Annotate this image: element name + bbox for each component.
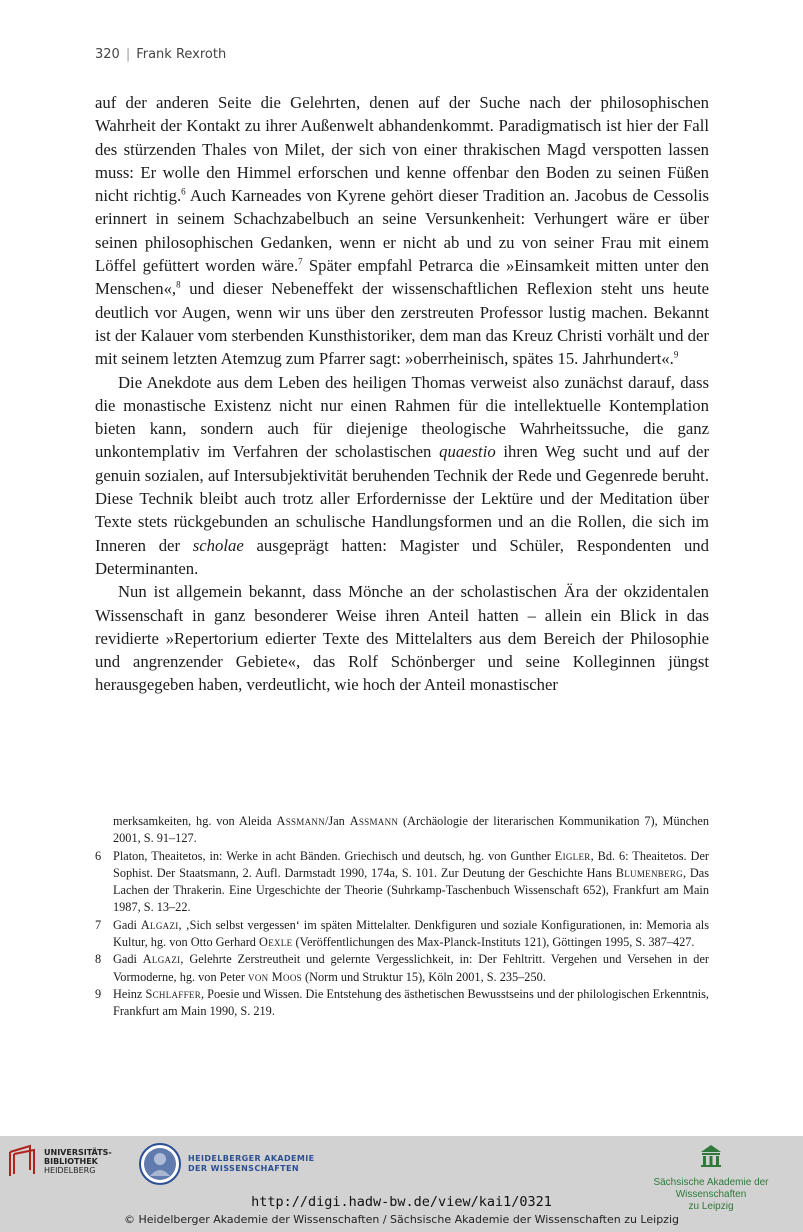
footnotes [95, 813, 709, 1021]
author-name: Algazi [140, 917, 179, 932]
fn7-a: Gadi [113, 917, 141, 932]
footnote-text [113, 986, 709, 1021]
paragraph-2 [95, 371, 709, 581]
paragraph-2-part-c: ausgeprägt hatten: Magister und Schüler, Respondenten und Determinanten. [95, 535, 709, 578]
paragraph-2-part-a: Die Anekdote aus dem Leben des heiligen Thomas verweist also zunächst darauf, dass die monastische Existenz nicht nur einen Rahmen für die intellektuelle Kontemplation bieten kann, sondern auch für diejenige theologische Wahrheitssuche, die ganz unkontemplativ im Verfahren der scholastischen [95, 372, 709, 462]
hadw-line-2: DER WISSENSCHAFTEN [188, 1164, 299, 1173]
paragraph-2-part-b: ihren Weg sucht und auf der genuin sozialen, auf Intersubjektivität beruhenden Technik der Rede und Gegenrede beruht. Diese Technik bleibt auch trotz aller Erfordernisse der Lektüre und der Meditation über Texte stets rückgebunden an schulische Handlungsformen und an die Rollen, die sich im Inneren der [95, 442, 709, 555]
footnote-text [113, 951, 709, 986]
ub-line-1: UNIVERSITÄTS- [44, 1147, 112, 1157]
saw-building-icon [700, 1144, 722, 1168]
permalink-url[interactable]: http://digi.hadw-bw.de/view/kai1/0321 [251, 1194, 552, 1210]
fn7-b: , ‚Sich selbst vergessen‘ im späten Mittelalter. Denkfiguren und soziale Konfigurationen, in: Memoria als Kultur, hg. von Otto Gerhard [113, 917, 709, 950]
fn6-b: , Bd. 6: Theaitetos. Der Sophist. Der Staatsmann, 2. Aufl. Darmstadt 1990, 174a, S. 101. Zur Deutung der Geschichte Hans [113, 848, 709, 880]
saw-line-1: Sächsische Akademie der Wissenschaften [653, 1177, 769, 1200]
main-text [95, 91, 709, 697]
footnote-number: 6 [95, 848, 102, 863]
fn-cont-a: merksamkeiten, hg. von Aleida [113, 814, 277, 828]
ub-logo-text [44, 1148, 112, 1175]
fn9-b: , Poesie und Wissen. Die Entstehung des ästhetischen Bewusstseins und der philologischen Erkenntnis, Frankfurt am Main 1990, S. 219. [113, 986, 709, 1019]
paragraph-1-part-c: Später empfahl Petrarca die »Einsamkeit mitten unter den Menschen«, [95, 256, 709, 299]
footnote-text [113, 848, 709, 917]
author-name: von Moos [248, 969, 302, 984]
author-name: Oexle [259, 935, 293, 950]
author-name: Eigler [554, 848, 591, 863]
saw-line-2: zu Leipzig [688, 1201, 734, 1212]
ub-emblem-icon [8, 1144, 38, 1178]
footnote-number: 9 [95, 986, 102, 1001]
paragraph-3: Nun ist allgemein bekannt, dass Mönche an der scholastischen Ära der okzidentalen Wissenschaft in ganz besonderer Weise ihren Anteil hatten – allein ein Blick in das revidierte »Repertorium edierter Texte des Mittelalters aus dem Bereich der Philosophie und angrenzender Gebiete«, das Rolf Schönberger und seine Kolleginnen jüngst herausgegeben haben, verdeutlicht, wie hoch der Anteil monastischer [95, 582, 709, 695]
paragraph-1-part-b: Auch Karneades von Kyrene gehört dieser Tradition an. Jacobus de Cessolis erinnert in seinem Schachzabelbuch an seine Versunkenheit: Verhungert wäre er über seinen philosophischen Gedanken, wenn er nicht ab und zu von seiner Frau mit einem Löffel gefüttert worden wäre. [95, 186, 709, 276]
fn9-a: Heinz [113, 986, 146, 1001]
author-name: Schlaffer [145, 986, 202, 1001]
author-name: Assmann [349, 814, 399, 828]
paragraph-1 [95, 91, 709, 371]
fn8-b: , Gelehrte Zerstreutheit und gelernte Vergesslichkeit, in: Der Fehltritt. Vergehen und Versehen in der Vormoderne, hg. von Peter [113, 952, 709, 984]
footnote-ref-9[interactable]: 9 [673, 349, 679, 360]
digital-library-footer [0, 1136, 803, 1232]
paragraph-1-part-d: und dieser Nebeneffekt der wissenschaftlichen Reflexion steht uns heute deutlich vor Augen, wenn wir uns über den zerstreuten Professor lustig machen. Bekannt ist der Kalauer vom sterbenden Kunsthistoriker, dem man das Kreuz Christi vorhält und der mit seinem letzten Atemzug zum Pfarrer sagt: »oberrheinisch, spätes 15. Jahrhundert«. [95, 279, 709, 369]
header-separator: | [125, 47, 131, 62]
hadw-logo[interactable] [138, 1142, 315, 1186]
footnote-6 [95, 848, 709, 917]
paragraph-1-part-a: auf der anderen Seite die Gelehrten, denen auf der Suche nach der philosophischen Wahrheit der Kontakt zu ihrer Außenwelt abhandenkommt. Paradigmatisch ist hier der Fall des stürzenden Thales von Milet, der sich von einer thrakischen Magd verspotten lassen muss: Er wolle den Himmel erforschen und kenne offenbar den Boden zu seinen Füßen nicht richtig. [95, 93, 709, 206]
fn-cont-b: /Jan [325, 814, 350, 828]
footnote-8 [95, 951, 709, 986]
footnote-number: 7 [95, 917, 102, 932]
author-name: Blumenberg [615, 865, 683, 880]
copyright-notice: © Heidelberger Akademie der Wissenschaften / Sächsische Akademie der Wissenschaften zu Leipzig [123, 1213, 679, 1226]
fn6-c: , Das Lachen der Thrakerin. Eine Urgeschichte der Theorie (Suhrkamp-Taschenbuch Wissenschaft 652), Frankfurt am Main 1987, S. 13–22. [113, 865, 709, 915]
hadw-line-1: HEIDELBERGER AKADEMIE [188, 1154, 315, 1163]
term-scholae: scholae [192, 535, 244, 555]
footnote-9 [95, 986, 709, 1021]
ub-line-3: HEIDELBERG [44, 1165, 96, 1175]
author-name: Assmann [276, 814, 326, 828]
footnote-ref-6[interactable]: 6 [181, 186, 186, 197]
author-name: Algazi [142, 952, 181, 967]
running-header [95, 47, 226, 62]
footnote-continuation [95, 813, 709, 848]
fn-cont-c: (Archäologie der literarischen Kommunikation 7), München 2001, S. 91–127. [113, 814, 709, 846]
hadw-logo-text [188, 1154, 315, 1174]
footnote-7 [95, 917, 709, 952]
term-quaestio: quaestio [439, 442, 496, 462]
ub-line-2: BIBLIOTHEK [44, 1156, 98, 1166]
fn6-a: Platon, Theaitetos, in: Werke in acht Bänden. Griechisch und deutsch, hg. von Gunther [113, 848, 555, 863]
footnote-ref-7[interactable]: 7 [298, 256, 303, 267]
page-number: 320 [95, 47, 120, 62]
hadw-seal-icon [138, 1142, 182, 1186]
fn7-c: (Veröffentlichungen des Max-Planck-Instituts 121), Göttingen 1995, S. 387–427. [292, 935, 695, 950]
fn8-c: (Norm und Struktur 15), Köln 2001, S. 235–250. [301, 969, 546, 984]
fn8-a: Gadi [113, 952, 143, 967]
footnote-number: 8 [95, 952, 102, 967]
header-author: Frank Rexroth [136, 47, 227, 62]
footnote-text [113, 917, 709, 952]
ub-heidelberg-logo[interactable] [8, 1144, 112, 1178]
footnote-ref-8[interactable]: 8 [176, 279, 181, 290]
